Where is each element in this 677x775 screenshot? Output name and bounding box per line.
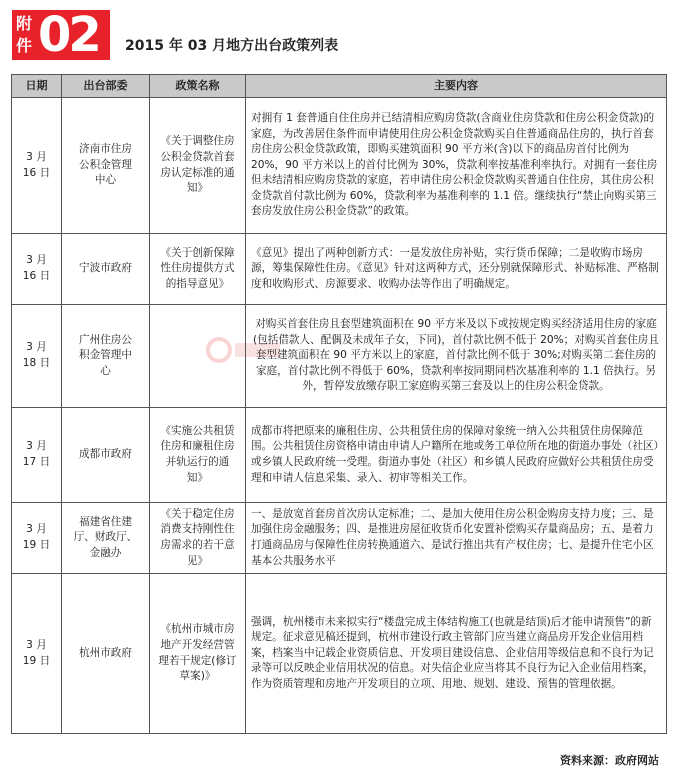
row-policy: 《关于稳定住房 消费支持刚性住 房需求的若干意 见》 bbox=[150, 503, 246, 574]
table-row bbox=[12, 408, 667, 503]
table-row bbox=[12, 574, 667, 734]
column-header-content: 主要内容 bbox=[246, 75, 667, 98]
column-header-date: 日期 bbox=[12, 75, 62, 98]
column-header-dept: 出台部委 bbox=[62, 75, 150, 98]
source-note: 资料来源：政府网站 bbox=[560, 754, 659, 767]
row-dept: 杭州市政府 bbox=[62, 574, 150, 734]
row-date: 3 月 16 日 bbox=[12, 98, 62, 234]
table-header-row bbox=[12, 75, 667, 98]
table-row bbox=[12, 503, 667, 574]
row-content: 对购买首套住房且套型建筑面积在 90 平方米及以下或按规定购买经济适用住房的家庭(包括借款人、配偶及未成年子女，下同)，首付款比例不低于 20%；对购买首套住房且套型建筑面积在 90 平方米以上的家庭，首付款比例不低于 30%;对购买第二套住房的家庭，首付款比例不得低于 60%，贷款利率按同期同档次基准利率的 1.1 倍执行。另外，暂停发放缴存职工家庭购买第三套及以上的住房公积金贷款。 bbox=[246, 305, 667, 408]
page-header bbox=[0, 0, 677, 64]
page-title: 2015 年 03 月地方出台政策列表 bbox=[125, 38, 339, 54]
row-content: 成都市将把原来的廉租住房、公共租赁住房的保障对象统一纳入公共租赁住房保障范围。公共租赁住房资格申请由申请人户籍所在地或务工单位所在地的街道办事处（社区）或乡镇人民政府统一受理。街道办事处（社区）和乡镇人民政府应做好公共租赁住房受理和申请人信息采集、录入、初审等相关工作。 bbox=[246, 408, 667, 503]
row-content: 《意见》提出了两种创新方式：一是发放住房补贴，实行货币保障；二是收购市场房源，筹集保障性住房。《意见》针对这两种方式，还分别就保障形式、补贴标准、严格制度和收购形式、房源要求、收购办法等作出了明确规定。 bbox=[246, 234, 667, 305]
row-dept: 广州住房公 积金管理中 心 bbox=[62, 305, 150, 408]
table-row bbox=[12, 98, 667, 234]
row-date: 3 月 19 日 bbox=[12, 574, 62, 734]
table-row bbox=[12, 234, 667, 305]
row-content: 对拥有 1 套普通自住住房并已结清相应购房贷款(含商业住房贷款和住房公积金贷款)的家庭，为改善居住条件而申请使用住房公积金贷款购买自住普通商品住房的，执行首套房住房公积金贷款政策，即购买建筑面积 90 平方米(含)以下的商品房首付比例为 20%，90 平方米以上的首付比例为 30%，贷款利率按基准利率执行。对拥有一套住房但未结清相应购房贷款的家庭，若申请住房公积金贷款购买普通自住住房，其住房公积金贷款首付款比例为 60%，贷款利率为基准利率的 1.1 倍。继续执行“禁止向购买第三套房发放住房公积金贷款”的政策。 bbox=[246, 98, 667, 234]
policy-table bbox=[11, 74, 667, 734]
row-date: 3 月 16 日 bbox=[12, 234, 62, 305]
row-dept: 宁波市政府 bbox=[62, 234, 150, 305]
row-content: 强调，杭州楼市未来拟实行“楼盘完成主体结构施工(也就是结顶)后才能申请预售”的新规定。征求意见稿还提到，杭州市建设行政主管部门应当建立商品房开发企业信用档案，档案当中记载企业资质信息、开发项目建设信息、企业信用等级信息和不良行为记录等可以反映企业信用状况的信息。对失信企业应当将其不良行为记入企业信用档案，作为资质管理和房地产开发项目的立项、用地、规划、建设、预售的管理依据。 bbox=[246, 574, 667, 734]
row-dept: 济南市住房 公积金管理 中心 bbox=[62, 98, 150, 234]
row-date: 3 月 17 日 bbox=[12, 408, 62, 503]
attachment-badge bbox=[12, 7, 110, 63]
badge-number: 02 bbox=[38, 7, 99, 63]
row-content: 一、是放宽首套房首次房认定标准；二、是加大使用住房公积金购房支持力度；三、是加强住房金融服务；四、是推进房屋征收货币化安置补偿购买存量商品房；五、是着力打通商品房与保障性住房转换通道六、是试行推出共有产权住房；七、是提升住宅小区基本公共服务水平 bbox=[246, 503, 667, 574]
row-policy: 《实施公共租赁 住房和廉租住房 并轨运行的通 知》 bbox=[150, 408, 246, 503]
row-policy bbox=[150, 305, 246, 408]
row-dept: 成都市政府 bbox=[62, 408, 150, 503]
row-policy: 《杭州市城市房 地产开发经营管 理若干规定(修订 草案)》 bbox=[150, 574, 246, 734]
column-header-policy: 政策名称 bbox=[150, 75, 246, 98]
row-policy: 《关于创新保障 性住房提供方式 的指导意见》 bbox=[150, 234, 246, 305]
row-dept: 福建省住建 厅、财政厅、 金融办 bbox=[62, 503, 150, 574]
badge-label: 附件 bbox=[16, 14, 33, 55]
table-row bbox=[12, 305, 667, 408]
row-date: 3 月 18 日 bbox=[12, 305, 62, 408]
row-policy: 《关于调整住房 公积金贷款首套 房认定标准的通 知》 bbox=[150, 98, 246, 234]
row-date: 3 月 19 日 bbox=[12, 503, 62, 574]
